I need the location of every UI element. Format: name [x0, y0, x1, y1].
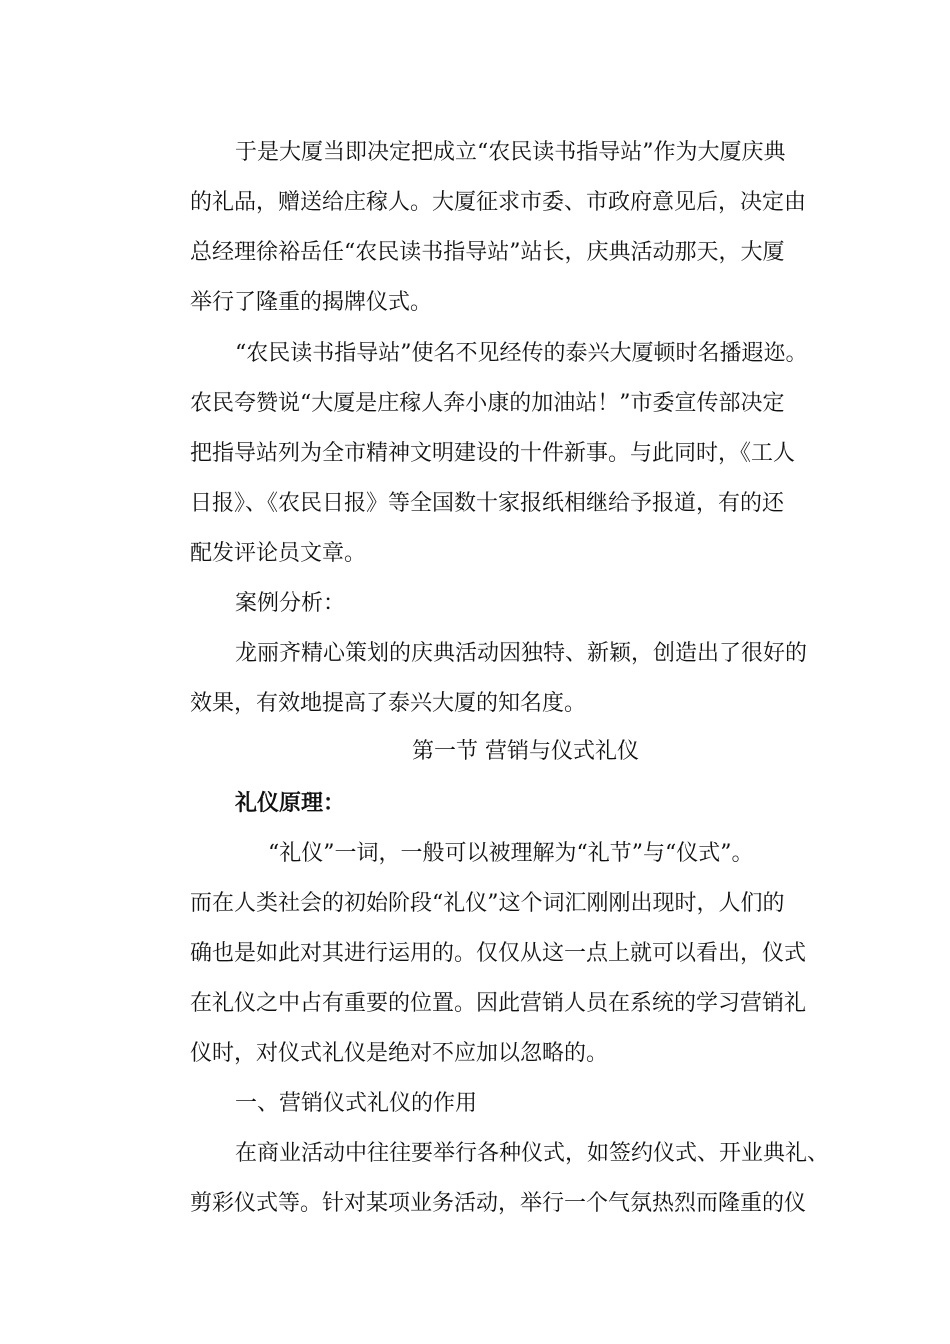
paragraph-2-line-2: 农民夸赞说“大厦是庄稼人奔小康的加油站！”市委宣传部决定 [190, 391, 785, 416]
case-analysis-heading: 案例分析： [235, 591, 346, 616]
paragraph-4-line-1: 龙丽齐精心策划的庆典活动因独特、新颖，创造出了很好的 [235, 641, 808, 666]
principle-line-5: 仪时，对仪式礼仪是绝对不应加以忽略的。 [190, 1041, 609, 1066]
paragraph-2-line-4: 日报》、《农民日报》等全国数十家报纸相继给予报道，有的还 [190, 491, 785, 516]
section-title: 第一节 营销与仪式礼仪 [412, 739, 639, 764]
principle-line-2: 而在人类社会的初始阶段“礼仪”这个词汇刚刚出现时，人们的 [190, 891, 785, 916]
paragraph-1-line-3: 总经理徐裕岳任“农民读书指导站”站长，庆典活动那天，大厦 [190, 240, 785, 265]
final-paragraph-line-1: 在商业活动中往往要举行各种仪式，如签约仪式、开业典礼、 [235, 1141, 830, 1166]
principle-line-1: “礼仪”一词，一般可以被理解为“礼节”与“仪式”。 [268, 841, 754, 866]
paragraph-1-line-1: 于是大厦当即决定把成立“农民读书指导站”作为大厦庆典 [235, 140, 786, 165]
principle-heading: 礼仪原理： [235, 790, 346, 816]
paragraph-1-line-4: 举行了隆重的揭牌仪式。 [190, 290, 433, 315]
paragraph-2-line-5: 配发评论员文章。 [190, 541, 367, 566]
paragraph-2-line-3: 把指导站列为全市精神文明建设的十件新事。与此同时，《工人 [190, 441, 796, 466]
paragraph-1-line-2: 的礼品，赠送给庄稼人。大厦征求市委、市政府意见后，决定由 [190, 190, 807, 215]
subsection-title: 一、营销仪式礼仪的作用 [235, 1091, 478, 1116]
paragraph-2-line-1: “农民读书指导站”使名不见经传的泰兴大厦顿时名播遐迩。 [235, 341, 808, 366]
paragraph-4-line-2: 效果，有效地提高了泰兴大厦的知名度。 [190, 691, 587, 716]
final-paragraph-line-2: 剪彩仪式等。针对某项业务活动，举行一个气氛热烈而隆重的仪 [190, 1191, 807, 1216]
principle-line-4: 在礼仪之中占有重要的位置。因此营销人员在系统的学习营销礼 [190, 991, 807, 1016]
principle-line-3: 确也是如此对其进行运用的。仅仅从这一点上就可以看出，仪式 [190, 941, 807, 966]
